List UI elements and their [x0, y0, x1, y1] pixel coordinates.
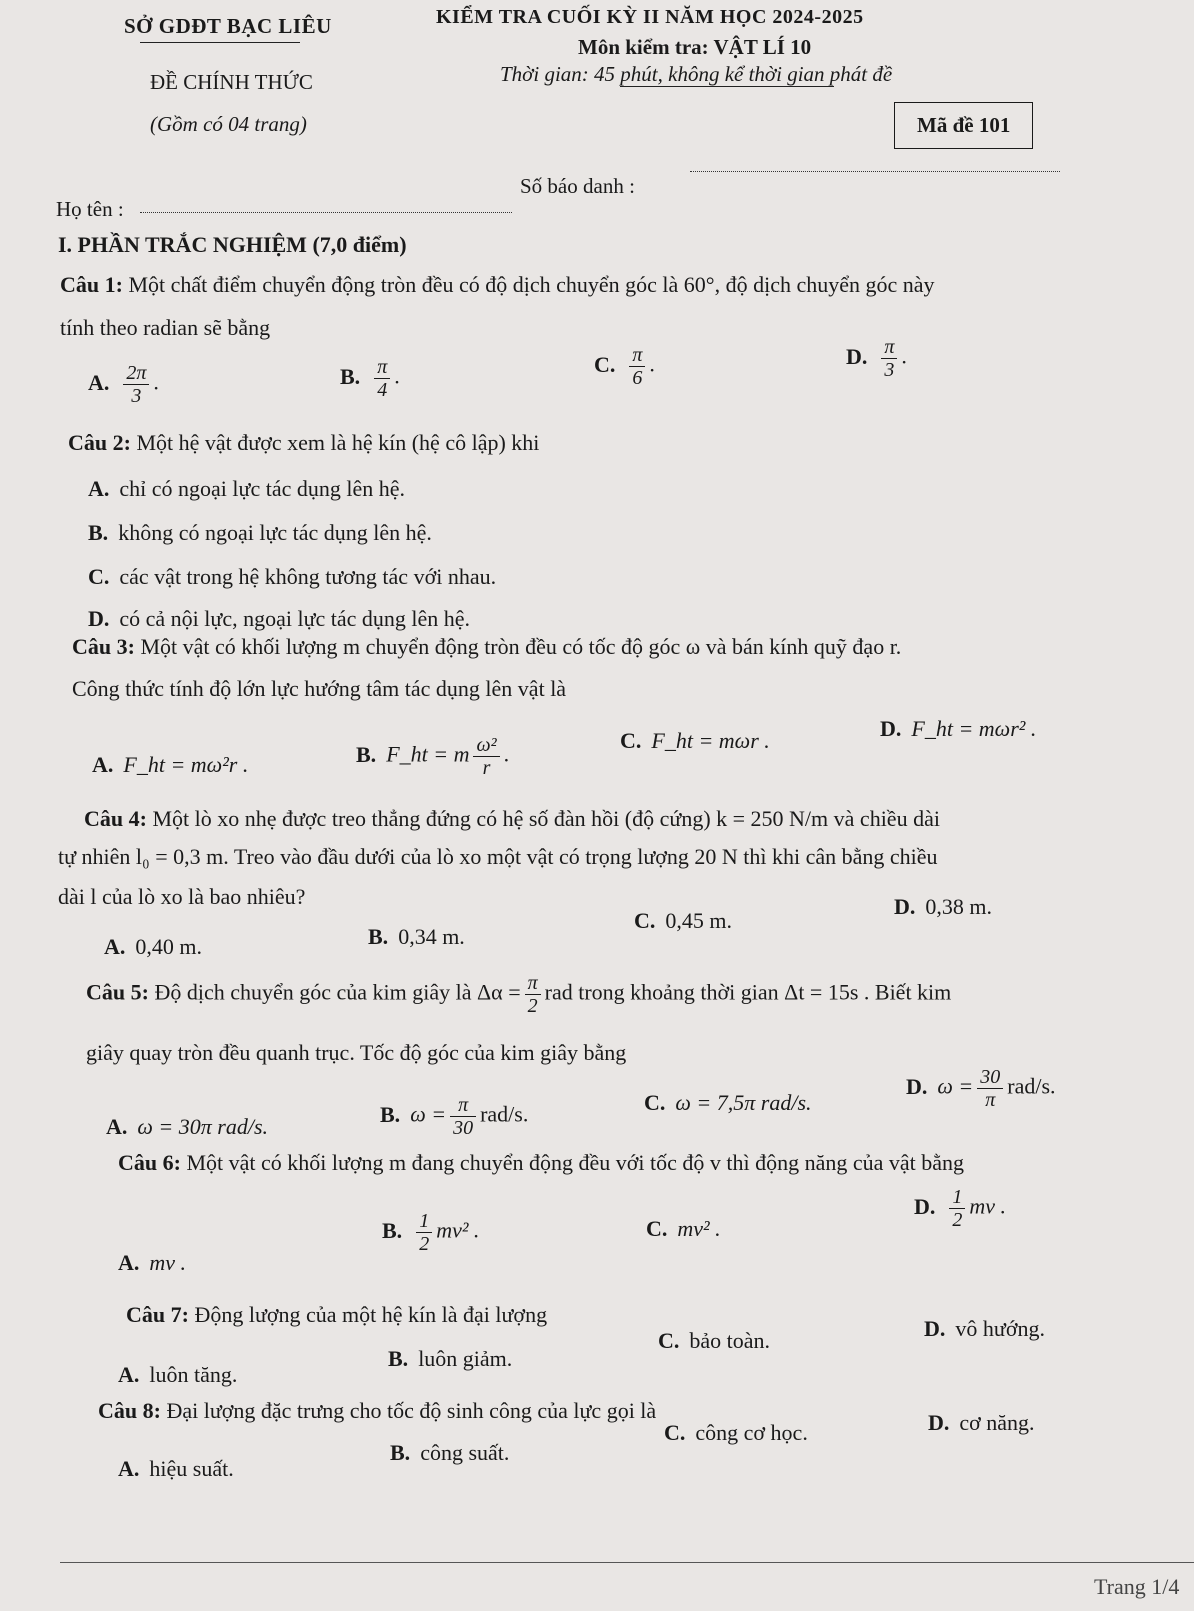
exam-title: KIỂM TRA CUỐI KỲ II NĂM HỌC 2024-2025 — [436, 6, 864, 28]
q1-option-a: A. $\frac{2\pi}{3}$ . — [88, 362, 159, 407]
q4-option-c: C. 0,45 m. — [634, 908, 733, 933]
name-field — [140, 212, 512, 213]
q5-option-b: B. ω = $\frac{\pi}{30}$ rad/s. — [380, 1094, 529, 1139]
question-7: Câu 7: Động lượng của một hệ kín là đại lượng — [126, 1302, 548, 1327]
q4-text-2: tự nhiên l₀ = 0,3 m. Treo vào đầu dưới của lò xo một vật có trọng lượng 20 N thì khi cân bằng chiều — [58, 844, 938, 869]
question-6: Câu 6: Một vật có khối lượng m đang chuyển động đều với tốc độ v thì động năng của vật bằng — [118, 1150, 965, 1175]
q1-option-b: B. $\frac{\pi}{4}$ . — [340, 356, 400, 401]
time-info: Thời gian: 45 phút, không kể thời gian phát đề — [500, 62, 893, 86]
subject: Môn kiểm tra: VẬT LÍ 10 — [578, 35, 812, 59]
section-title: I. PHẦN TRẮC NGHIỆM (7,0 điểm) — [58, 232, 407, 257]
q5-option-a: A. ω = 30π rad/s. — [106, 1114, 269, 1139]
question-4: Câu 4: Một lò xo nhẹ được treo thẳng đứng có hệ số đàn hồi (độ cứng) k = 250 N/m và chiều dài — [84, 806, 940, 831]
q5-option-d: D. ω = $\frac{30}{\pi}$ rad/s. — [906, 1066, 1056, 1111]
q4-option-a: A. 0,40 m. — [104, 934, 203, 959]
footer-divider — [60, 1562, 1194, 1563]
question-5: Câu 5: Độ dịch chuyển góc của kim giây là Δα = $\frac{\pi}{2}$ rad trong khoảng thời gian Δt = 15s . Biết kim — [86, 972, 952, 1017]
q5-option-c: C. ω = 7,5π rad/s. — [644, 1090, 812, 1115]
q6-option-a: A. mv . — [118, 1250, 187, 1275]
page-number: Trang 1/4 — [1094, 1574, 1180, 1599]
q7-option-d: D. vô hướng. — [924, 1316, 1045, 1341]
q4-option-d: D. 0,38 m. — [894, 894, 993, 919]
q1-text-2: tính theo radian sẽ bằng — [60, 315, 271, 340]
q7-option-a: A. luôn tăng. — [118, 1362, 238, 1387]
q3-option-a: A. F_ht = mω²r . — [92, 752, 249, 777]
q8-option-a: A. hiệu suất. — [118, 1456, 234, 1481]
q7-option-c: C. bảo toàn. — [658, 1328, 771, 1353]
q7-option-b: B. luôn giảm. — [388, 1346, 513, 1371]
q8-option-b: B. công suất. — [390, 1440, 510, 1465]
q6-option-d: D. $\frac{1}{2}$ mv . — [914, 1186, 1007, 1231]
q2-option-d: D. có cả nội lực, ngoại lực tác dụng lên hệ. — [88, 606, 471, 631]
question-2: Câu 2: Một hệ vật được xem là hệ kín (hệ cô lập) khi — [68, 430, 540, 455]
question-3: Câu 3: Một vật có khối lượng m chuyển động tròn đều có tốc độ góc ω và bán kính quỹ đạo r. — [72, 634, 902, 659]
official-label: ĐỀ CHÍNH THỨC — [150, 70, 313, 94]
exam-code-box: Mã đề 101 — [894, 102, 1033, 149]
time-underline — [620, 86, 834, 87]
q5-text-2: giây quay tròn đều quanh trục. Tốc độ góc của kim giây bằng — [86, 1040, 627, 1065]
q1-label: Câu 1: — [60, 272, 123, 297]
q8-option-d: D. cơ năng. — [928, 1410, 1035, 1435]
q4-option-b: B. 0,34 m. — [368, 924, 465, 949]
q3-text-2: Công thức tính độ lớn lực hướng tâm tác dụng lên vật là — [72, 676, 567, 701]
q3-option-b: B. F_ht = m $\frac{\text{ω²}}{r}$ . — [356, 734, 510, 779]
q4-text-3: dài l của lò xo là bao nhiêu? — [58, 884, 306, 909]
department-underline — [140, 42, 300, 43]
q8-option-c: C. công cơ học. — [664, 1420, 808, 1445]
q3-option-c: C. F_ht = mωr . — [620, 728, 770, 753]
department: SỞ GDĐT BẠC LIÊU — [124, 14, 332, 38]
q2-option-a: A. chỉ có ngoại lực tác dụng lên hệ. — [88, 476, 405, 501]
q1-option-d: D. $\frac{\pi}{3}$ . — [846, 336, 907, 381]
q2-option-b: B. không có ngoại lực tác dụng lên hệ. — [88, 520, 432, 545]
question-1 — [60, 272, 935, 298]
name-label: Họ tên : — [56, 197, 124, 221]
q3-option-d: D. F_ht = mωr² . — [880, 716, 1037, 741]
page-count: (Gồm có 04 trang) — [150, 112, 307, 136]
question-8: Câu 8: Đại lượng đặc trưng cho tốc độ sinh công của lực gọi là — [98, 1398, 657, 1423]
q6-option-c: C. mv² . — [646, 1216, 721, 1241]
q1-text: Một chất điểm chuyển động tròn đều có độ dịch chuyển góc là 60°, độ dịch chuyển góc này — [128, 272, 935, 297]
id-field — [690, 171, 1060, 172]
q1-option-c: C. $\frac{\pi}{6}$ . — [594, 344, 655, 389]
q2-option-c: C. các vật trong hệ không tương tác với nhau. — [88, 564, 497, 589]
q6-option-b: B. $\frac{1}{2}$ mv² . — [382, 1210, 480, 1255]
id-label: Số báo danh : — [520, 174, 635, 198]
